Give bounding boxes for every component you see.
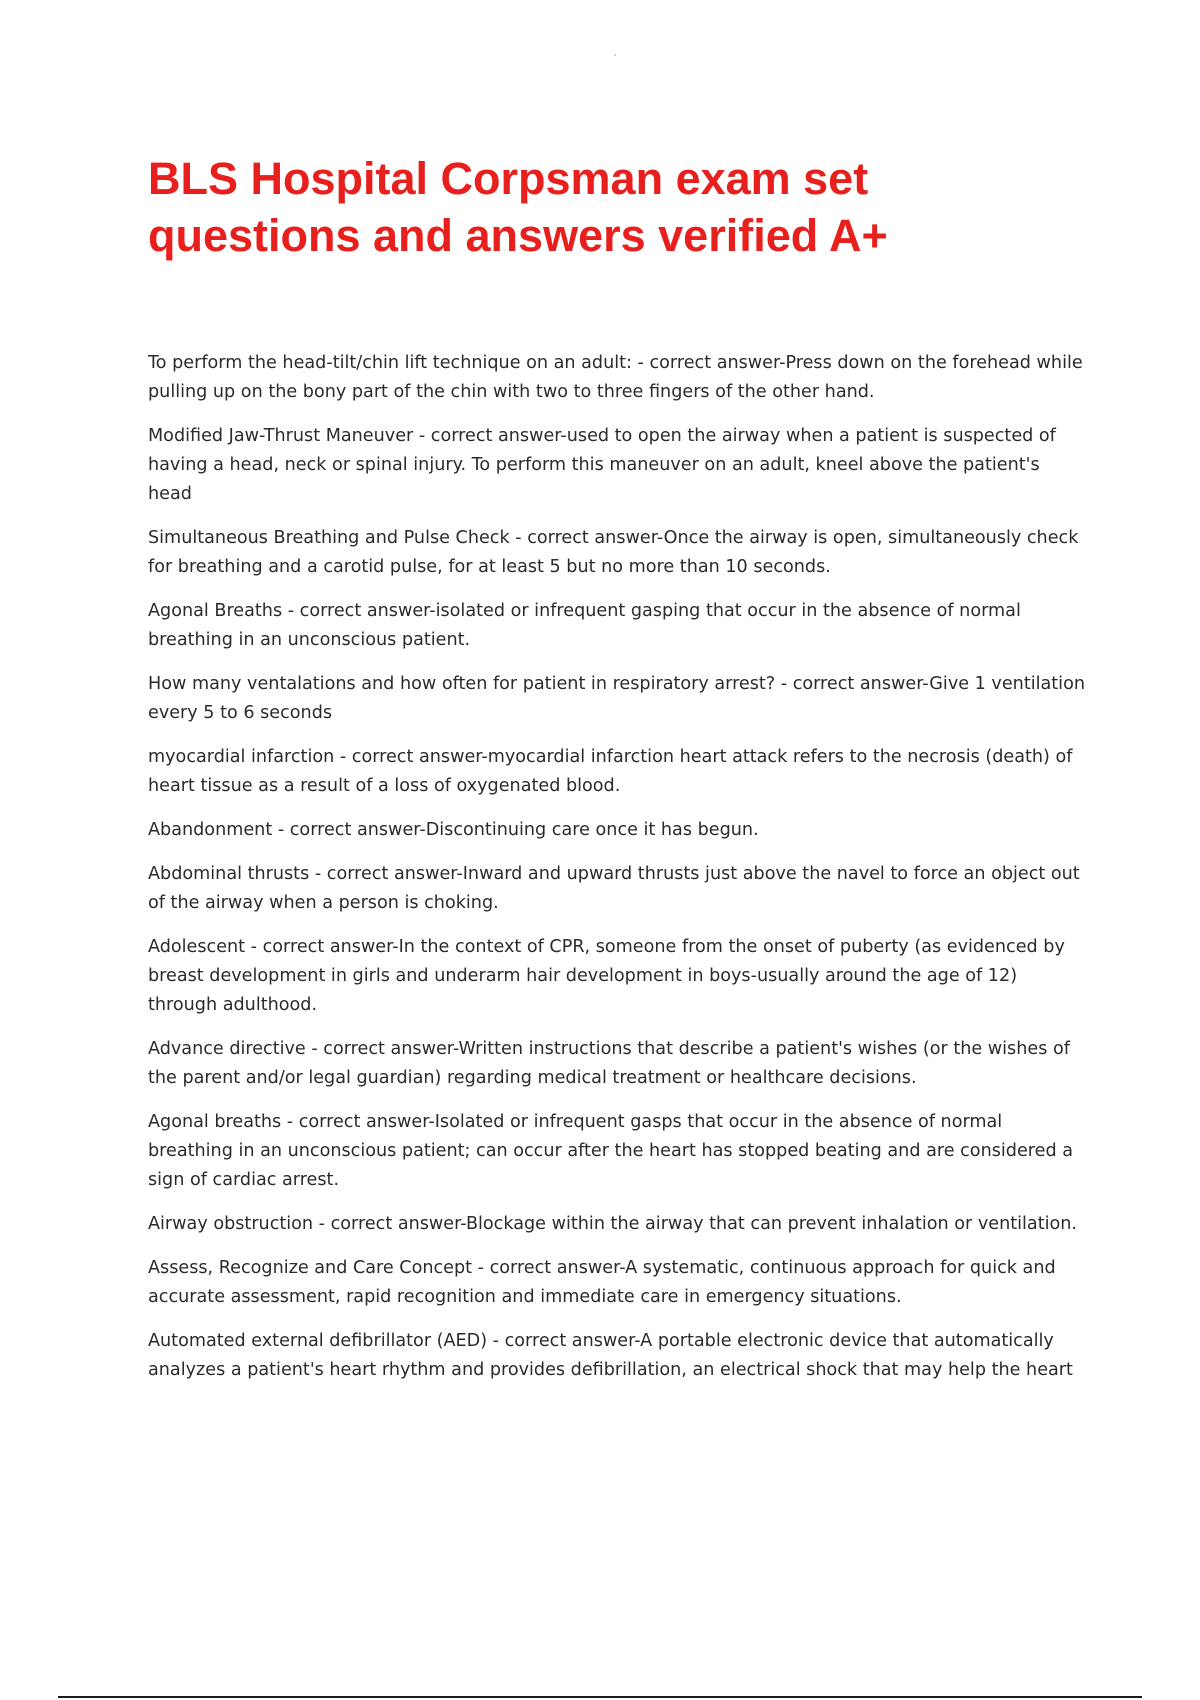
qa-entry-abdominal-thrusts: Abdominal thrusts - correct answer-Inward and upward thrusts just above the navel to force an object out of the airway when a person is choking. [148,864,1080,913]
qa-entry-advance-directive: Advance directive - correct answer-Written instructions that describe a patient's wishes (or the wishes of the parent and/or legal guardian) regarding medical treatment or healthcare decisions. [148,1039,1070,1088]
qa-entry-assess-recognize-care: Assess, Recognize and Care Concept - correct answer-A systematic, continuous approach for quick and accurate assessment, rapid recognition and immediate care in emergency situations. [148,1258,1056,1307]
scan-speck [614,54,616,56]
page-bottom-rule [58,1696,1142,1698]
qa-entry-agonal-breaths: Agonal Breaths - correct answer-isolated or infrequent gasping that occur in the absence of normal breathing in an unconscious patient. [148,601,1021,650]
qa-entry-modified-jaw-thrust: Modified Jaw-Thrust Maneuver - correct answer-used to open the airway when a patient is suspected of having a head, neck or spinal injury. To perform this maneuver on an adult, kneel above the patient's head [148,426,1056,504]
qa-entry-aed: Automated external defibrillator (AED) - correct answer-A portable electronic device that automatically analyzes a patient's heart rhythm and provides defibrillation, an electrical shock that may help the heart [148,1331,1073,1380]
qa-list [148,349,1088,1400]
qa-entry-airway-obstruction: Airway obstruction - correct answer-Blockage within the airway that can prevent inhalation or ventilation. [148,1214,1077,1234]
title-line-1: BLS Hospital Corpsman exam set [148,153,869,204]
qa-entry-abandonment: Abandonment - correct answer-Discontinuing care once it has begun. [148,820,759,840]
qa-entry-agonal-breaths-2: Agonal breaths - correct answer-Isolated or infrequent gasps that occur in the absence of normal breathing in an unconscious patient; can occur after the heart has stopped beating and are considered a sign of cardiac arrest. [148,1112,1073,1190]
title-line-2: questions and answers verified A+ [148,210,888,261]
qa-entry-ventilations-respiratory-arrest: How many ventalations and how often for patient in respiratory arrest? - correct answer-Give 1 ventilation every 5 to 6 seconds [148,674,1085,723]
document-title [148,150,1088,264]
qa-entry-myocardial-infarction: myocardial infarction - correct answer-myocardial infarction heart attack refers to the necrosis (death) of heart tissue as a result of a loss of oxygenated blood. [148,747,1073,796]
qa-entry-adolescent: Adolescent - correct answer-In the context of CPR, someone from the onset of puberty (as evidenced by breast development in girls and underarm hair development in boys-usually around the age of 12) through adulthood. [148,937,1065,1015]
qa-entry-breathing-pulse-check: Simultaneous Breathing and Pulse Check - correct answer-Once the airway is open, simultaneously check for breathing and a carotid pulse, for at least 5 but no more than 10 seconds. [148,528,1079,577]
qa-entry-head-tilt-chin-lift: To perform the head-tilt/chin lift technique on an adult: - correct answer-Press down on the forehead while pulling up on the bony part of the chin with two to three fingers of the other hand. [148,353,1083,402]
